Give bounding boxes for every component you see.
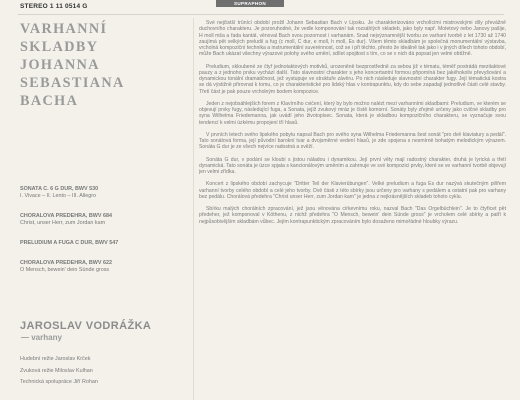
top-bar (0, 0, 520, 15)
performer-role: — varhany (21, 333, 62, 342)
track-list (20, 186, 190, 287)
catalog-number: STEREO 1 11 0514 G (20, 3, 88, 10)
track-item (20, 186, 190, 200)
notes-paragraph: Koncert z lipského období zachycuje "Dritter Teil der Klavierübungen". Velké preludium a fuga Es dur nazývá skutečným pilířem varhanní tvorby celého období a celé jeho tvorby. Dvě části z této sbírky jsou určeny pro varhany s pedálem a ostatní pak pro varhany bez pedálu. Chorálová předehra "Christ unser Herr, zum Jordan kam" je jedna z nejkrásnějších skladeb tohoto cyklu. (199, 181, 506, 200)
track-item (20, 213, 190, 227)
track-title: SONATA C. 6 G DUR, BWV 530 (20, 186, 99, 192)
liner-notes (199, 20, 506, 400)
notes-paragraph: Preludium, skloubené ze čtyř jednotaktových motivků, urozeněně bezprostředně za sebou již v tématu, téměř postrádá mezitaktové pauzy a z jednoho prvku vychází další. Tato slavnostní charakter s jeho koncertantní formou připomíná bez jakéhokoliv převyšování a dynamickou tonální dramatičnost, jež vystupuje ve struktuře závěru. Po nich následuje slavnostní charakter fugy. Její tématická kostra se dá výstižně přirovnat k tomu, co je charakteristické pro lidský hlas v kontrapunktu, kdy do sebe zapadají jednotlivé části celé stavby. Třetí část je pak pouze vrcholným bodem kompozice. (199, 63, 506, 95)
performer-block (20, 320, 190, 343)
credit-line: Zvuková režie Miloslav Kulhan (20, 367, 93, 374)
track-title: PRELUDIUM A FUGA C DUR, BWV 547 (20, 240, 119, 246)
record-label: SUPRAPHON (216, 0, 284, 7)
credit-line: Technická spolupráce Jiří Rohan (20, 379, 98, 385)
notes-paragraph: V prvních letech svého lipského pobytu napsal Bach pro svého syna Wilhelma Friedemanna šest sonát "pro dvě klaviatury a pedál". Tato sonátová forma, její původní barokní tvar a dvojsměrné vedení hlasů, je zde spojena s nesmírně bohatým melodickým výrazem. Sonáta G dur je ze všech nejvíce radostná a svěží. (199, 131, 506, 151)
credits (20, 356, 190, 391)
column-divider (193, 18, 194, 400)
track-item (20, 240, 190, 247)
performer-name: JAROSLAV VODRÁŽKA (20, 320, 152, 332)
album-title (20, 20, 188, 110)
track-subtitle: Christ, unser Herr, zum Jordan kam (20, 220, 106, 226)
title-line: VARHANNÍ SKLADBY (20, 21, 108, 55)
track-subtitle: I. Vivace – II. Lento – III. Allegro (20, 193, 97, 199)
notes-paragraph: Sonáta G dur, v podání se kloubí s jistou náladou i dynamikou. Její první věty mají radostný charakter, druhá je lyrická a třetí dynamická. Tato sonáta je úzce spjata s kancionálovým uměním a zahrnuje ve své kompozici prvky, které se ve varhanní tvorbě objevují jen velmi zřídka. (199, 156, 506, 175)
title-line: BACHA (20, 93, 79, 109)
title-line: JOHANNA (20, 57, 100, 73)
track-title: CHORALOVA PREDEHRA, BWV 684 (20, 213, 112, 219)
notes-paragraph: Své nejčistší trůnící období prožil Johann Sebastian Bach v Lipsku. Je charakterizováno vrcholícími mistrovskými díly převážně duchovního charakteru. Je pozoruhodné, že vedle komponování tak rozsáhlých skladeb, jako byly např. Motetový nebo Janovy pašije, H moll mša a řada kantát, věnoval Bach svou pozornost i varhanám. Snad nejvýznamnější tvorbu ze varhaní tvorbě z let 1730 až 1740 zaujímá pět velkých preludií a fug (c moll, C dur, e moll, h moll, Es dur). Všem těmto skladbám je společná monumentální výstavba, vrcholná kompoziční technika a instrumentální suverénnost, což se i při těchto, přesto že ideálně tak jako i v jiných dílech tohoto období, může Bach ukázat všechny výrazové polohy svého umění, sdílet spojitost s tím, co se v nich dá popsat jen velmi obtížně. (199, 20, 506, 58)
credit-line: Hudební režie Jaroslav Krček (20, 356, 91, 362)
top-divider (18, 14, 504, 15)
title-line: SEBASTIANA (20, 75, 125, 91)
track-subtitle: O Mensch, bewein' dein Sünde gross (20, 267, 110, 273)
track-title: CHORALOVA PREDEHRA, BWV 622 (20, 260, 112, 266)
track-item (20, 260, 190, 274)
notes-paragraph: Jeden z nejobsáhlejších forem z Klavírního cvičení, který by bylo možno nalézt mezi varhanními skladbami: Preludium, ve kterém se objevují prvky fugy, následující fuga, a Sonata, jejíž zvukový mráz je čistě komorní. Sonáty byly zřejmě určeny jako cvičné skladby pro syna Wilhelma Friedemanna, jak uvádí jeho životopisec. Sonata, která je skladbou kompozičního charakteru, se vyznačuje svou tendencí k velmi úzkému propojení tří hlasů. (199, 100, 506, 126)
notes-paragraph: Sbírku malých chorálních zpracování, jež jsou věnována církevnímu roku, nazval Bach "Das Orgelbüchlein". Je to čtyřicet pět předeher, jež komponoval v Köthenu, z nichž předehra "O Mensch, bewein' dein Sünde gross" je vrcholem celé sbírky a patří k nejpůsobivějším skladbám vůbec. Jejím kontrapunktickým zpracováním bylo dosaženo mimořádné hloubky výrazu. (199, 206, 506, 225)
